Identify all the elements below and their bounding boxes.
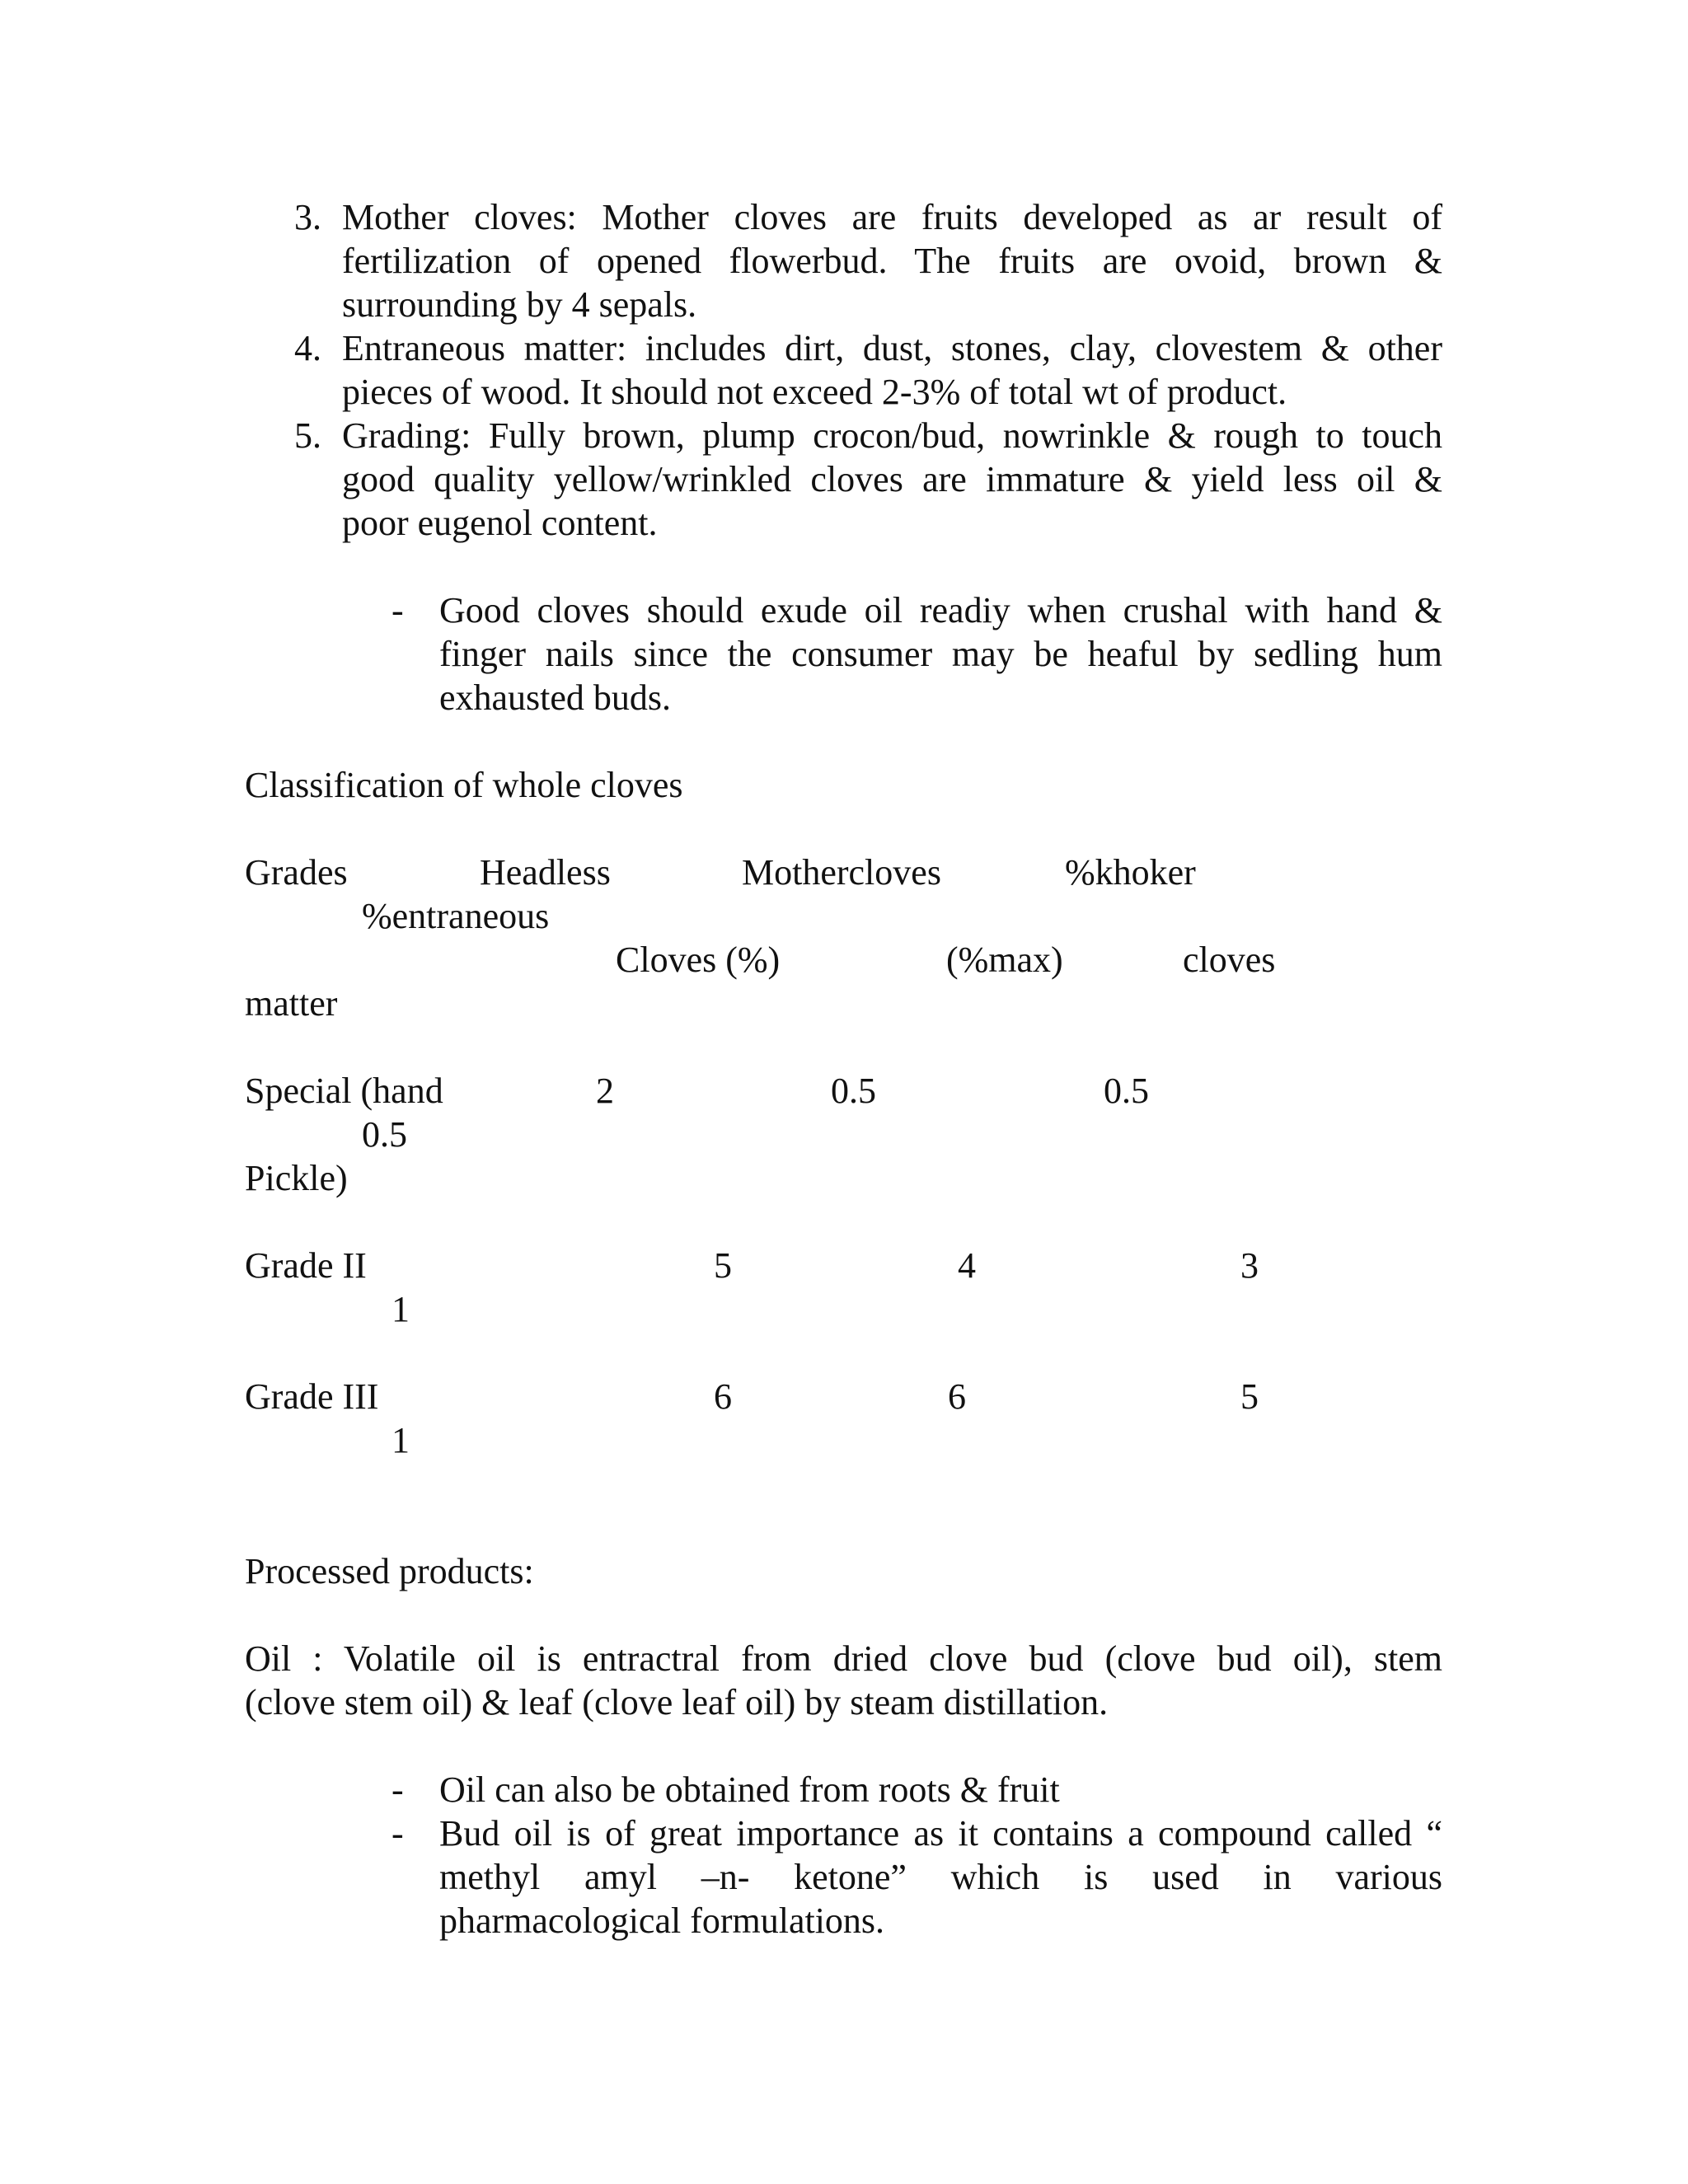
table-header-cloves-pct: Cloves (%) — [616, 940, 781, 980]
table-header-cloves: cloves — [1183, 940, 1276, 980]
list-item-line — [342, 416, 1442, 456]
bullet-line — [439, 591, 1442, 630]
list-item-text: pieces of wood. It should not exceed 2-3% of total wt of product. — [342, 372, 1287, 412]
table-cell-entraneous: 0.5 — [362, 1114, 407, 1155]
table-cell-mother: 6 — [948, 1376, 966, 1417]
bullet-dash: - — [392, 1769, 404, 1810]
list-item-line — [342, 198, 1442, 237]
table-header-headless: Headless — [480, 852, 611, 893]
paragraph-line — [245, 1639, 1442, 1679]
bullet-text: methyl amyl –n- ketone” which is used in various — [439, 1857, 1442, 1897]
bullet-text: Oil can also be obtained from roots & fruit — [439, 1769, 1060, 1810]
table-cell-grade: Grade II — [245, 1245, 367, 1286]
bullet-line — [439, 635, 1442, 674]
bullet-text: Bud oil is of great importance as it contains a compound called “ — [439, 1813, 1442, 1854]
section-heading: Processed products: — [245, 1551, 534, 1591]
section-heading: Classification of whole cloves — [245, 765, 683, 805]
table-cell-khoker: 3 — [1240, 1245, 1259, 1286]
bullet-dash: - — [392, 590, 404, 630]
table-cell-entraneous: 1 — [392, 1289, 410, 1329]
table-header-grades: Grades — [245, 852, 348, 893]
table-header-mothercloves: Mothercloves — [742, 852, 941, 893]
list-item-line — [342, 329, 1442, 368]
table-cell-grade: Special (hand — [245, 1071, 443, 1111]
paragraph-text: Oil : Volatile oil is entractral from dried clove bud (clove bud oil), stem — [245, 1638, 1442, 1679]
list-item-text: Mother cloves: Mother cloves are fruits developed as ar result of — [342, 197, 1442, 237]
bullet-text: exhausted buds. — [439, 677, 672, 718]
list-item-line — [342, 460, 1442, 499]
bullet-line — [439, 1814, 1442, 1854]
table-cell-entraneous: 1 — [392, 1420, 410, 1460]
table-header-khoker: %khoker — [1065, 852, 1196, 893]
table-cell-mother: 4 — [958, 1245, 976, 1286]
table-cell-khoker: 5 — [1240, 1376, 1259, 1417]
bullet-dash: - — [392, 1813, 404, 1854]
table-cell-khoker: 0.5 — [1104, 1071, 1149, 1111]
list-item-text: good quality yellow/wrinkled cloves are immature & yield less oil & — [342, 459, 1442, 499]
list-item-text: poor eugenol content. — [342, 503, 658, 543]
list-number: 4. — [294, 328, 321, 368]
list-number: 5. — [294, 415, 321, 456]
table-cell-headless: 6 — [714, 1376, 732, 1417]
list-number: 3. — [294, 197, 321, 237]
table-cell-headless: 2 — [596, 1071, 614, 1111]
bullet-text: finger nails since the consumer may be heaful by sedling hum — [439, 634, 1442, 674]
bullet-line — [439, 1858, 1442, 1897]
table-cell-mother: 0.5 — [831, 1071, 876, 1111]
list-item-text: Entraneous matter: includes dirt, dust, stones, clay, clovestem & other — [342, 328, 1442, 368]
table-cell-headless: 5 — [714, 1245, 732, 1286]
table-header-max-pct: (%max) — [946, 940, 1063, 980]
list-item-text: Grading: Fully brown, plump crocon/bud, nowrinkle & rough to touch — [342, 415, 1442, 456]
bullet-text: Good cloves should exude oil readiy when crushal with hand & — [439, 590, 1442, 630]
list-item-text: surrounding by 4 sepals. — [342, 284, 697, 325]
table-cell-grade: Grade III — [245, 1376, 379, 1417]
table-cell-grade: Pickle) — [245, 1158, 348, 1198]
paragraph-text: (clove stem oil) & leaf (clove leaf oil) by steam distillation. — [245, 1682, 1109, 1722]
table-header-entraneous: %entraneous — [362, 896, 550, 936]
list-item-text: fertilization of opened flowerbud. The fruits are ovoid, brown & — [342, 241, 1442, 281]
table-header-matter: matter — [245, 983, 338, 1024]
bullet-text: pharmacological formulations. — [439, 1900, 885, 1941]
list-item-line — [342, 241, 1442, 281]
